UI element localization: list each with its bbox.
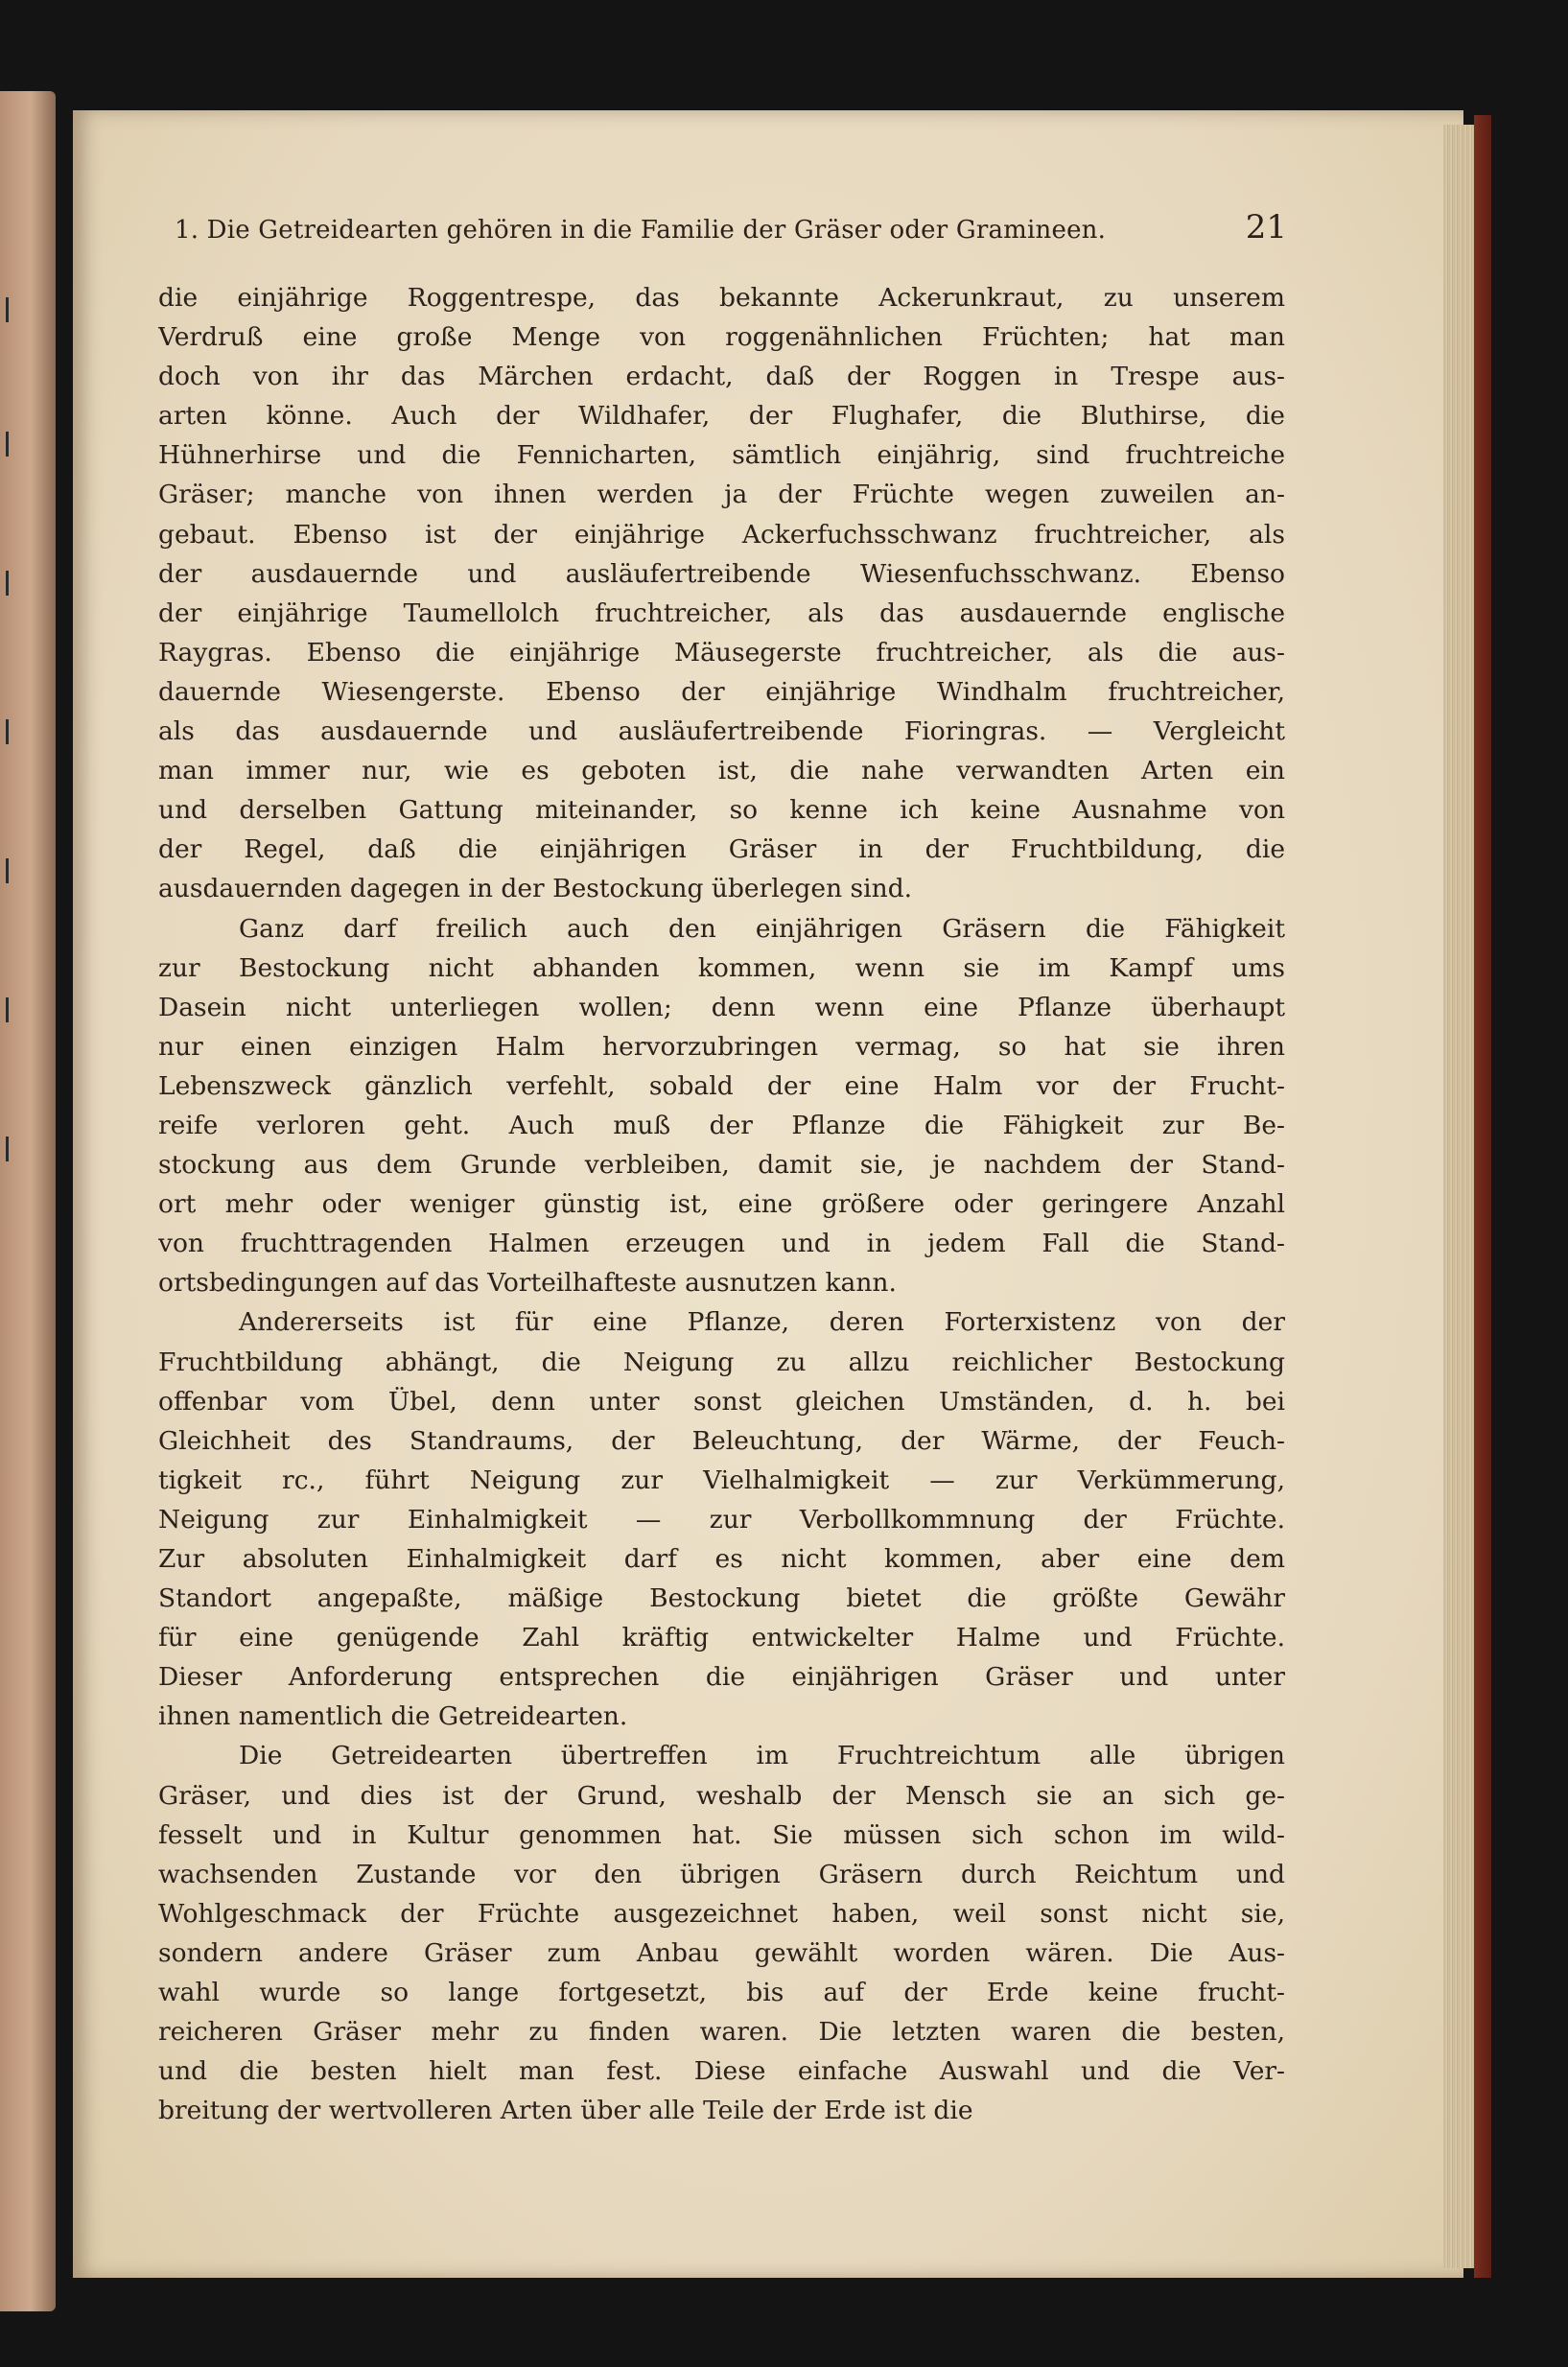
text-line: wachsenden Zustande vor den übrigen Gräsern durch Reichtum und — [158, 1859, 1285, 1889]
text-line: reife verloren geht. Auch muß der Pflanze die Fähigkeit zur Be- — [158, 1110, 1285, 1140]
text-line: offenbar vom Übel, denn unter sonst gleichen Umständen, d. h. bei — [158, 1386, 1285, 1417]
text-line: der ausdauernde und ausläufertreibende Wiesenfuchsschwanz. Ebenso — [158, 558, 1285, 589]
running-header — [175, 206, 1287, 245]
text-line: Andererseits ist für eine Pflanze, deren Forterxistenz von der — [239, 1307, 1285, 1338]
text-line: wahl wurde so lange fortgesetzt, bis auf der Erde keine frucht- — [158, 1978, 1285, 2008]
text-line: man immer nur, wie es geboten ist, die nahe verwandten Arten ein — [158, 756, 1285, 786]
text-line: Zur absoluten Einhalmigkeit darf es nicht kommen, aber eine dem — [158, 1544, 1285, 1574]
text-line: Ganz darf freilich auch den einjährigen Gräsern die Fähigkeit — [239, 913, 1285, 944]
text-line: Hühnerhirse und die Fennicharten, sämtlich einjährig, sind fruchtreiche — [158, 440, 1285, 471]
text-line: ort mehr oder weniger günstig ist, eine größere oder geringere Anzahl — [158, 1189, 1285, 1220]
text-line: Standort angepaßte, mäßige Bestockung bietet die größte Gewähr — [158, 1583, 1285, 1614]
text-line: die einjährige Roggentrespe, das bekannte Ackerunkraut, zu unserem — [158, 283, 1285, 313]
text-line: Fruchtbildung abhängt, die Neigung zu allzu reichlicher Bestockung — [158, 1347, 1285, 1377]
text-line: Neigung zur Einhalmigkeit — zur Verbollkommnung der Früchte. — [158, 1504, 1285, 1535]
page-edges — [1443, 125, 1474, 2268]
text-line: stockung aus dem Grunde verbleiben, damit sie, je nachdem der Stand- — [158, 1150, 1285, 1181]
text-line: Gleichheit des Standraums, der Beleuchtung, der Wärme, der Feuch- — [158, 1425, 1285, 1456]
text-line: Raygras. Ebenso die einjährige Mäusegerste fruchtreicher, als die aus- — [158, 637, 1285, 668]
text-line: der einjährige Taumellolch fruchtreicher, als das ausdauernde englische — [158, 598, 1285, 628]
text-line: Gräser; manche von ihnen werden ja der Früchte wegen zuweilen an- — [158, 480, 1285, 510]
text-line: doch von ihr das Märchen erdacht, daß der Roggen in Trespe aus- — [158, 362, 1285, 392]
text-line: Die Getreidearten übertreffen im Fruchtreichtum alle übrigen — [239, 1741, 1285, 1771]
text-line: sondern andere Gräser zum Anbau gewählt worden wären. Die Aus- — [158, 1937, 1285, 1968]
text-line: gebaut. Ebenso ist der einjährige Ackerfuchsschwanz fruchtreicher, als — [158, 519, 1285, 550]
text-line: Dieser Anforderung entsprechen die einjährigen Gräser und unter — [158, 1662, 1285, 1693]
text-line: Verdruß eine große Menge von roggenähnlichen Früchten; hat man — [158, 322, 1285, 353]
running-header-title: 1. Die Getreidearten gehören in die Familie der Gräser oder Gramineen. — [175, 216, 1107, 245]
text-line: reicheren Gräser mehr zu finden waren. Die letzten waren die besten, — [158, 2017, 1285, 2048]
text-line: als das ausdauernde und ausläufertreibende Fioringras. — Vergleicht — [158, 716, 1285, 747]
text-line: ihnen namentlich die Getreidearten. — [158, 1701, 628, 1732]
text-line: und derselben Gattung miteinander, so kenne ich keine Ausnahme von — [158, 795, 1285, 826]
text-line: Lebenszweck gänzlich verfehlt, sobald der eine Halm vor der Frucht- — [158, 1070, 1285, 1101]
text-line: Gräser, und dies ist der Grund, weshalb der Mensch sie an sich ge- — [158, 1780, 1285, 1811]
text-line: ortsbedingungen auf das Vorteilhafteste ausnutzen kann. — [158, 1268, 897, 1299]
page-number: 21 — [1245, 208, 1287, 246]
text-line: der Regel, daß die einjährigen Gräser in der Fruchtbildung, die — [158, 834, 1285, 865]
body-text — [158, 278, 1285, 2130]
text-line: für eine genügende Zahl kräftig entwickelter Halme und Früchte. — [158, 1623, 1285, 1653]
text-line: tigkeit rc., führt Neigung zur Vielhalmigkeit — zur Verkümmerung, — [158, 1465, 1285, 1495]
text-line: breitung der wertvolleren Arten über alle Teile der Erde ist die — [158, 2096, 973, 2126]
text-line: fesselt und in Kultur genommen hat. Sie müssen sich schon im wild- — [158, 1819, 1285, 1850]
text-line: ausdauernden dagegen in der Bestockung überlegen sind. — [158, 874, 913, 904]
book-cover-edge — [1474, 115, 1491, 2278]
text-line: Wohlgeschmack der Früchte ausgezeichnet haben, weil sonst nicht sie, — [158, 1898, 1285, 1929]
text-line: arten könne. Auch der Wildhafer, der Flughafer, die Bluthirse, die — [158, 401, 1285, 432]
text-line: nur einen einzigen Halm hervorzubringen vermag, so hat sie ihren — [158, 1031, 1285, 1062]
text-line: von fruchttragenden Halmen erzeugen und in jedem Fall die Stand- — [158, 1229, 1285, 1259]
text-line: und die besten hielt man fest. Diese einfache Auswahl und die Ver- — [158, 2056, 1285, 2087]
left-page-marks — [6, 91, 15, 2311]
left-page-edge — [0, 91, 56, 2311]
text-line: Dasein nicht unterliegen wollen; denn wenn eine Pflanze überhaupt — [158, 992, 1285, 1022]
text-line: zur Bestockung nicht abhanden kommen, wenn sie im Kampf ums — [158, 952, 1285, 983]
text-line: dauernde Wiesengerste. Ebenso der einjährige Windhalm fruchtreicher, — [158, 676, 1285, 707]
